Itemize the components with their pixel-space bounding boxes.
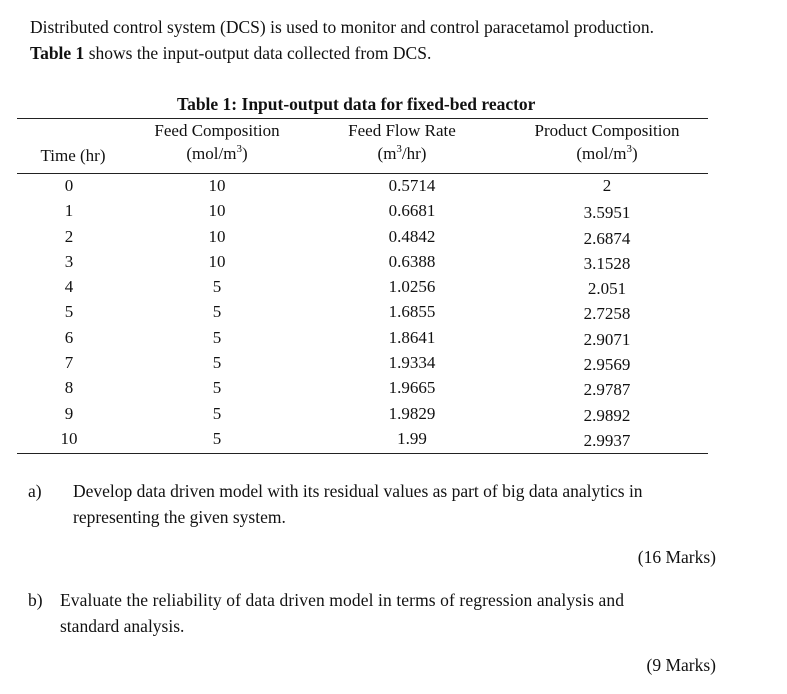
intro-line-1: Distributed control system (DCS) is used to monitor and control paracetamol production. — [30, 17, 655, 37]
intro-line-2 — [30, 40, 770, 66]
question-b-line-1-text: Evaluate the reliability of data driven model in terms of regression analysis and — [60, 590, 625, 610]
table-caption: Table 1: Input-output data for fixed-bed reactor — [177, 94, 536, 114]
cell-time: 4 — [64, 277, 74, 297]
cell-product: 3.5951 — [583, 203, 631, 223]
question-b-line-1 — [60, 587, 720, 613]
cell-feed: 10 — [208, 226, 226, 246]
unit-text: (mol/m — [576, 144, 627, 163]
header-feed-flow-label: Feed Flow Rate — [348, 121, 456, 140]
cell-time: 5 — [64, 302, 74, 322]
cell-flow: 1.9829 — [388, 403, 436, 423]
question-a-text — [73, 478, 723, 530]
table-row — [17, 274, 708, 299]
cell-time: 6 — [64, 327, 74, 347]
question-a-line-1: Develop data driven model with its residual values as part of big data analytics in — [73, 481, 643, 501]
cell-flow: 1.9334 — [388, 353, 436, 373]
cell-product: 2.051 — [587, 279, 627, 299]
cell-product: 3.1528 — [583, 253, 631, 273]
cell-time: 2 — [64, 226, 74, 246]
cell-flow: 1.6855 — [388, 302, 436, 322]
cell-feed: 5 — [212, 403, 222, 423]
header-feed-composition — [127, 119, 307, 165]
cell-flow: 0.5714 — [388, 176, 436, 195]
question-b-label: b) — [28, 590, 43, 610]
header-product-composition — [507, 119, 707, 165]
table-row — [17, 401, 708, 426]
cell-time: 7 — [64, 353, 74, 373]
table-row — [17, 198, 708, 223]
cell-time: 0 — [64, 176, 74, 195]
intro-paragraph — [30, 14, 770, 66]
intro-line-2-rest: shows the input-output data collected from DCS. — [84, 43, 432, 63]
header-feed-flow-unit — [322, 142, 482, 165]
cell-product: 2.7258 — [583, 304, 631, 324]
cell-feed: 5 — [212, 353, 222, 373]
unit-text-end: ) — [631, 144, 638, 163]
question-a-line-2: representing the given system. — [73, 507, 286, 527]
cell-time: 10 — [60, 428, 78, 448]
table-bottom-rule — [17, 453, 708, 454]
unit-text: (m — [377, 144, 397, 163]
cell-product: 2.9071 — [583, 329, 631, 349]
cell-product: 2.6874 — [583, 228, 631, 248]
cell-flow: 0.4842 — [388, 226, 436, 246]
table-row — [17, 375, 708, 400]
cell-feed: 10 — [208, 201, 226, 221]
cell-time: 9 — [64, 403, 74, 423]
cell-time: 1 — [64, 201, 74, 221]
header-product-unit — [507, 142, 707, 165]
cell-product: 2.9937 — [583, 430, 631, 450]
cell-flow: 1.9665 — [388, 378, 436, 398]
header-feed-composition-unit — [127, 142, 307, 165]
table-body — [17, 173, 708, 451]
header-feed-composition-label: Feed Composition — [154, 121, 280, 140]
table-row — [17, 325, 708, 350]
cell-flow: 0.6388 — [388, 251, 436, 271]
cell-flow: 1.0256 — [388, 277, 436, 297]
table-reference: Table 1 — [30, 43, 85, 63]
cell-feed: 5 — [212, 302, 222, 322]
table-row — [17, 173, 708, 198]
cell-feed: 5 — [212, 378, 222, 398]
cell-flow: 0.6681 — [388, 201, 436, 221]
unit-superscript: 3 — [236, 143, 242, 155]
cell-feed: 5 — [212, 327, 222, 347]
question-b-line-2: standard analysis. — [60, 616, 185, 636]
unit-text: (mol/m — [186, 144, 237, 163]
unit-superscript: 3 — [396, 143, 402, 155]
cell-feed: 5 — [212, 277, 222, 297]
cell-time: 8 — [64, 378, 74, 398]
unit-superscript: 3 — [626, 143, 632, 155]
table-row — [17, 299, 708, 324]
cell-flow: 1.99 — [397, 428, 427, 448]
header-product-label: Product Composition — [534, 121, 680, 140]
question-a-label: a) — [28, 481, 42, 501]
unit-text-end: ) — [241, 144, 248, 163]
header-feed-flow-rate — [322, 119, 482, 165]
table-row — [17, 426, 708, 451]
table-row — [17, 224, 708, 249]
cell-product: 2.9787 — [583, 380, 631, 400]
question-a-marks: (16 Marks) — [637, 547, 716, 567]
cell-feed: 10 — [208, 251, 226, 271]
unit-text-end: /hr) — [401, 144, 427, 163]
cell-product: 2 — [602, 176, 612, 195]
cell-feed: 5 — [212, 428, 222, 448]
header-time: Time (hr) — [40, 146, 106, 165]
cell-flow: 1.8641 — [388, 327, 436, 347]
cell-product: 2.9892 — [583, 405, 631, 425]
question-b-marks: (9 Marks) — [646, 655, 716, 675]
cell-time: 3 — [64, 251, 74, 271]
cell-feed: 10 — [208, 176, 226, 195]
question-b-text — [60, 587, 720, 639]
table-row — [17, 350, 708, 375]
cell-product: 2.9569 — [583, 355, 631, 375]
table-row — [17, 249, 708, 274]
